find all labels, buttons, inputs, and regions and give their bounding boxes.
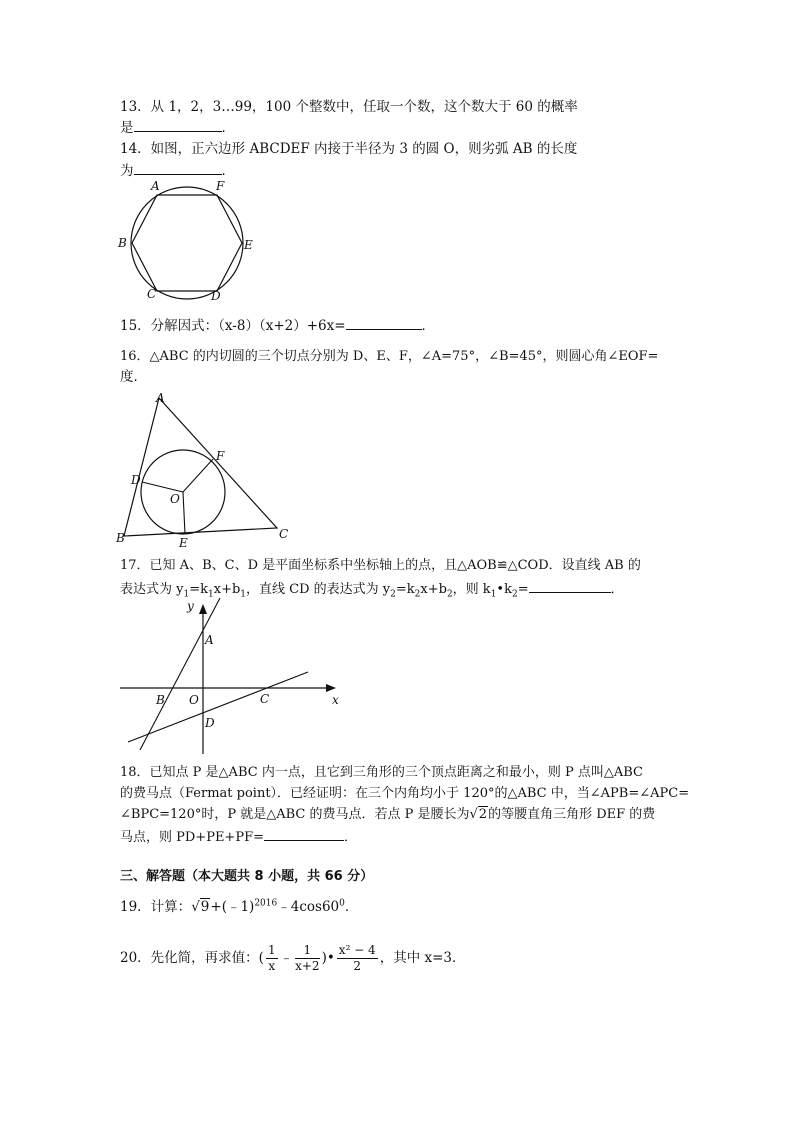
hex-label-c: C (147, 287, 157, 301)
section-3-title: 三、解答题（本大题共 8 小题，共 66 分） (120, 869, 374, 884)
q17-sub: 1 (183, 589, 190, 600)
q17-end: ． (610, 582, 624, 597)
q17-text-f: x+b (420, 582, 447, 597)
sqrt-sign: √ (191, 899, 200, 915)
q15-prefix: 15．分解因式：（x-8）（x+2）+6x= (120, 318, 346, 334)
q18-line3 (120, 805, 655, 825)
minus-sign: ﹣ (279, 950, 294, 966)
q17-sub: 2 (414, 589, 421, 600)
q20-close: )• (321, 950, 335, 966)
tri-label-b: B (116, 531, 125, 545)
hex-label-d: D (211, 289, 221, 303)
q19-mid: +(﹣1) (210, 899, 255, 915)
radius-od (142, 482, 183, 492)
q13-prefix: 是 (120, 120, 134, 136)
q19-end: ． (344, 899, 359, 915)
coord-label-b: B (156, 693, 165, 707)
frac-denominator: x+2 (295, 959, 320, 973)
q17-sub: 2 (511, 589, 518, 600)
q17-line1: 17．已知 A、B、C、D 是平面坐标系中坐标轴上的点，且△AOB≌△COD．设直线 AB 的 (120, 558, 641, 573)
q18-answer-blank[interactable] (264, 826, 344, 841)
coord-label-o: O (189, 693, 199, 707)
q18-line4 (120, 826, 357, 848)
q18-text-a: ∠BPC=120°时，P 就是△ABC 的费马点．若点 P 是腰长为 (120, 807, 470, 822)
coord-label-a: A (205, 633, 214, 647)
frac-numerator: 1 (267, 943, 276, 957)
tri-label-o: O (170, 492, 180, 506)
q19-prefix: 19．计算： (120, 899, 192, 915)
hex-label-e: E (244, 238, 253, 252)
q17-text-d: ，直线 CD 的表达式为 y (246, 582, 391, 597)
sqrt-sign: √ (469, 807, 478, 822)
q17-sub: 1 (208, 589, 214, 600)
y-axis-arrow (199, 604, 207, 614)
q17-text-b: =k (189, 582, 208, 597)
q19-tail: ﹣4cos60 (277, 899, 340, 915)
axis-label-x: x (332, 693, 339, 707)
q17-text-g: ，则 k (452, 582, 491, 597)
q17-text-e: =k (395, 582, 415, 597)
q17-sub: 1 (490, 589, 497, 600)
q18-suffix: ． (343, 830, 357, 845)
q17-sub: 2 (446, 589, 453, 600)
x-axis-arrow (326, 684, 336, 692)
q17-sub: 1 (240, 589, 247, 600)
q13-answer-blank[interactable] (134, 117, 222, 132)
q14-line1: 14．如图，正六边形 ABCDEF 内接于半径为 3 的圆 O，则劣弧 AB 的长度 (120, 141, 578, 157)
tri-label-c: C (279, 527, 289, 541)
coord-label-c: C (260, 692, 270, 706)
incircle-figure (112, 386, 302, 548)
q20-suffix: ，其中 x=3． (379, 950, 466, 966)
hex-label-a: A (151, 179, 160, 193)
q18-sqrt-value: 2 (478, 807, 488, 822)
regular-hexagon (132, 195, 242, 291)
q13-line1: 13．从 1，2，3…99，100 个整数中，任取一个数，这个数大于 60 的概率 (120, 99, 578, 115)
axis-label-y: y (187, 599, 194, 613)
q17-sub: 2 (390, 589, 396, 600)
tri-label-d: D (131, 473, 141, 487)
q13-line2 (120, 117, 235, 138)
q16-line2: 度． (120, 369, 147, 385)
hexagon-figure (112, 178, 262, 304)
frac-numerator: 1 (295, 943, 319, 959)
q18-line2: 的费马点（Fermat point）．已经证明：在三个内角均小于 120°的△ABC 中，当∠APB=∠APC= (120, 786, 690, 801)
frac-numerator: x² − 4 (338, 943, 376, 957)
q17-text-c: x+b (213, 582, 241, 597)
q18-text-b: 的等腰直角三角形 DEF 的费 (488, 807, 656, 822)
q17-text-a: 表达式为 y (120, 582, 184, 597)
q19-sqrt-value: 9 (200, 899, 210, 915)
q15-answer-blank[interactable] (346, 315, 422, 330)
q15-suffix: ． (421, 318, 436, 334)
q15-line (120, 315, 435, 336)
frac-denominator: 2 (353, 959, 362, 973)
fraction-1-over-x (266, 943, 278, 974)
fraction-1-over-x-plus-2 (295, 943, 319, 974)
coordinate-figure (116, 596, 348, 758)
radius-oe (183, 492, 185, 534)
q16-line1: 16．△ABC 的内切圆的三个切点分别为 D、E、F，∠A=75°，∠B=45°，则圆心角∠EOF= (120, 349, 659, 364)
q17-text-i: = (517, 582, 529, 597)
q13-suffix: ． (221, 120, 235, 136)
q14-prefix: 为 (120, 163, 134, 179)
hex-label-b: B (118, 236, 127, 250)
radius-of (183, 459, 213, 492)
tri-label-e: E (179, 536, 188, 548)
triangle-abc (124, 398, 277, 536)
q19-exponent: 2016 (254, 898, 278, 909)
coord-label-d: D (205, 716, 215, 730)
hex-label-f: F (216, 179, 225, 193)
q14-answer-blank[interactable] (134, 160, 222, 175)
q14-suffix: ． (221, 163, 235, 179)
frac-denominator: x (268, 959, 276, 973)
q19-degree: 0 (339, 898, 345, 909)
q20-line (120, 940, 466, 976)
tri-label-a: A (156, 391, 165, 405)
q18-line1: 18．已知点 P 是△ABC 内一点，且它到三角形的三个顶点距离之和最小，则 P 点叫△ABC (120, 765, 643, 780)
fraction-x2-minus-4-over-2 (337, 943, 378, 974)
q20-prefix: 20．先化简，再求值：( (120, 950, 264, 966)
q17-answer-blank[interactable] (529, 578, 611, 593)
q18-prefix: 马点，则 PD+PE+PF= (120, 830, 264, 845)
q17-text-h: •k (496, 582, 512, 597)
q19-line (120, 897, 358, 917)
line-cd (128, 672, 308, 742)
tri-label-f: F (216, 449, 225, 463)
circumscribed-circle (131, 187, 243, 299)
